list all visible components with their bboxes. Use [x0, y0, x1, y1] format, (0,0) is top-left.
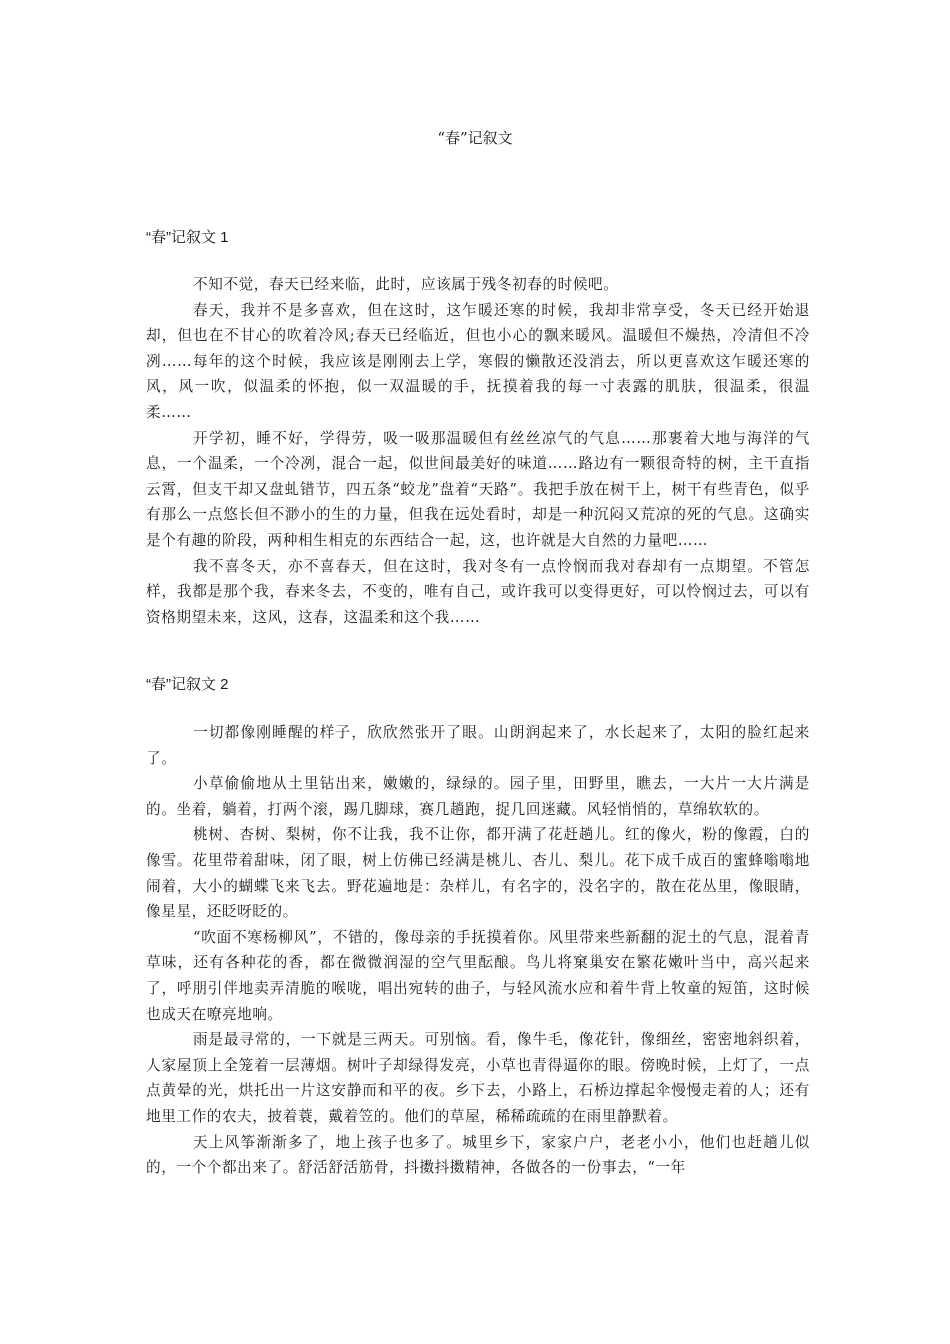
section-heading-1: “春”记叙文 1: [146, 229, 229, 246]
paragraph: “吹面不寒杨柳风”，不错的，像母亲的手抚摸着你。风里带来些新翻的泥土的气息，混着青草味，还有各种花的香，都在微微润湿的空气里酝酿。鸟儿将窠巢安在繁花嫩叶当中，高兴起来了，呼朋引伴地卖弄清脆的喉咙，唱出宛转的曲子，与轻风流水应和着牛背上牧童的短笛，这时候也成天在嘹亮地响。: [146, 928, 810, 1023]
paragraph: 天上风筝渐渐多了，地上孩子也多了。城里乡下，家家户户，老老小小，他们也赶趟儿似的，一个个都出来了。舒活舒活筋骨，抖擞抖擞精神，各做各的一份事去，“一年: [146, 1133, 810, 1177]
section-body-2: [146, 720, 810, 1181]
paragraph: 开学初，睡不好，学得劳，吸一吸那温暖但有丝丝凉气的气息……那裹着大地与海洋的气息，一个温柔，一个冷冽，混合一起，似世间最美好的味道……路边有一颗很奇特的树，主干直指云霄，但支干却又盘虬错节，四五条“蛟龙”盘着“天路”。我把手放在树干上，树干有些青色，似乎有那么一点悠长但不渺小的生的力量，但我在远处看时，却是一种沉闷又荒凉的死的气息。这确实是个有趣的阶段，两种相生相克的东西结合一起，这，也许就是大自然的力量吧……: [146, 429, 810, 549]
paragraph: 春天，我并不是多喜欢，但在这时，这乍暖还寒的时候，我却非常享受，冬天已经开始退却，但也在不甘心的吹着冷风;春天已经临近，但也小心的飘来暖风。温暖但不燥热，冷清但不冷冽……每年的这个时候，我应该是刚刚去上学，寒假的懒散还没消去，所以更喜欢这乍暖还寒的风，风一吹，似温柔的怀抱，似一双温暖的手，抚摸着我的每一寸表露的肌肤，很温柔，很温柔……: [146, 301, 810, 421]
paragraph: 桃树、杏树、梨树，你不让我，我不让你，都开满了花赶趟儿。红的像火，粉的像霞，白的像雪。花里带着甜味，闭了眼，树上仿佛已经满是桃儿、杏儿、梨儿。花下成千成百的蜜蜂嗡嗡地闹着，大小的蝴蝶飞来飞去。野花遍地是：杂样儿，有名字的，没名字的，散在花丛里，像眼睛，像星星，还眨呀眨的。: [146, 826, 810, 921]
paragraph: 不知不觉，春天已经来临，此时，应该属于残冬初春的时候吧。: [193, 276, 619, 293]
paragraph: 我不喜冬天，亦不喜春天，但在这时，我对冬有一点怜悯而我对春却有一点期望。不管怎样，我都是那个我，春来冬去，不变的，唯有自己，或许我可以变得更好，可以怜悯过去，可以有资格期望未来，这风，这春，这温柔和这个我……: [146, 557, 810, 626]
section-body-1: [146, 272, 810, 630]
document-title: “春”记叙文: [437, 129, 513, 147]
paragraph: 小草偷偷地从土里钻出来，嫩嫩的，绿绿的。园子里，田野里，瞧去，一大片一大片满是的。坐着，躺着，打两个滚，踢几脚球，赛几趟跑，捉几回迷藏。风轻悄悄的，草绵软软的。: [146, 775, 810, 818]
paragraph: 雨是最寻常的，一下就是三两天。可别恼。看，像牛毛，像花针，像细丝，密密地斜织着，人家屋顶上全笼着一层薄烟。树叶子却绿得发亮，小草也青得逼你的眼。傍晚时候，上灯了，一点点黄晕的光，烘托出一片这安静而和平的夜。乡下去，小路上，石桥边撑起伞慢慢走着的人；还有地里工作的农夫，披着蓑，戴着笠的。他们的草屋，稀稀疏疏的在雨里静默着。: [146, 1031, 810, 1125]
section-heading-2: “春”记叙文 2: [146, 676, 229, 693]
paragraph: 一切都像刚睡醒的样子，欣欣然张开了眼。山朗润起来了，水长起来了，太阳的脸红起来了。: [146, 724, 810, 767]
